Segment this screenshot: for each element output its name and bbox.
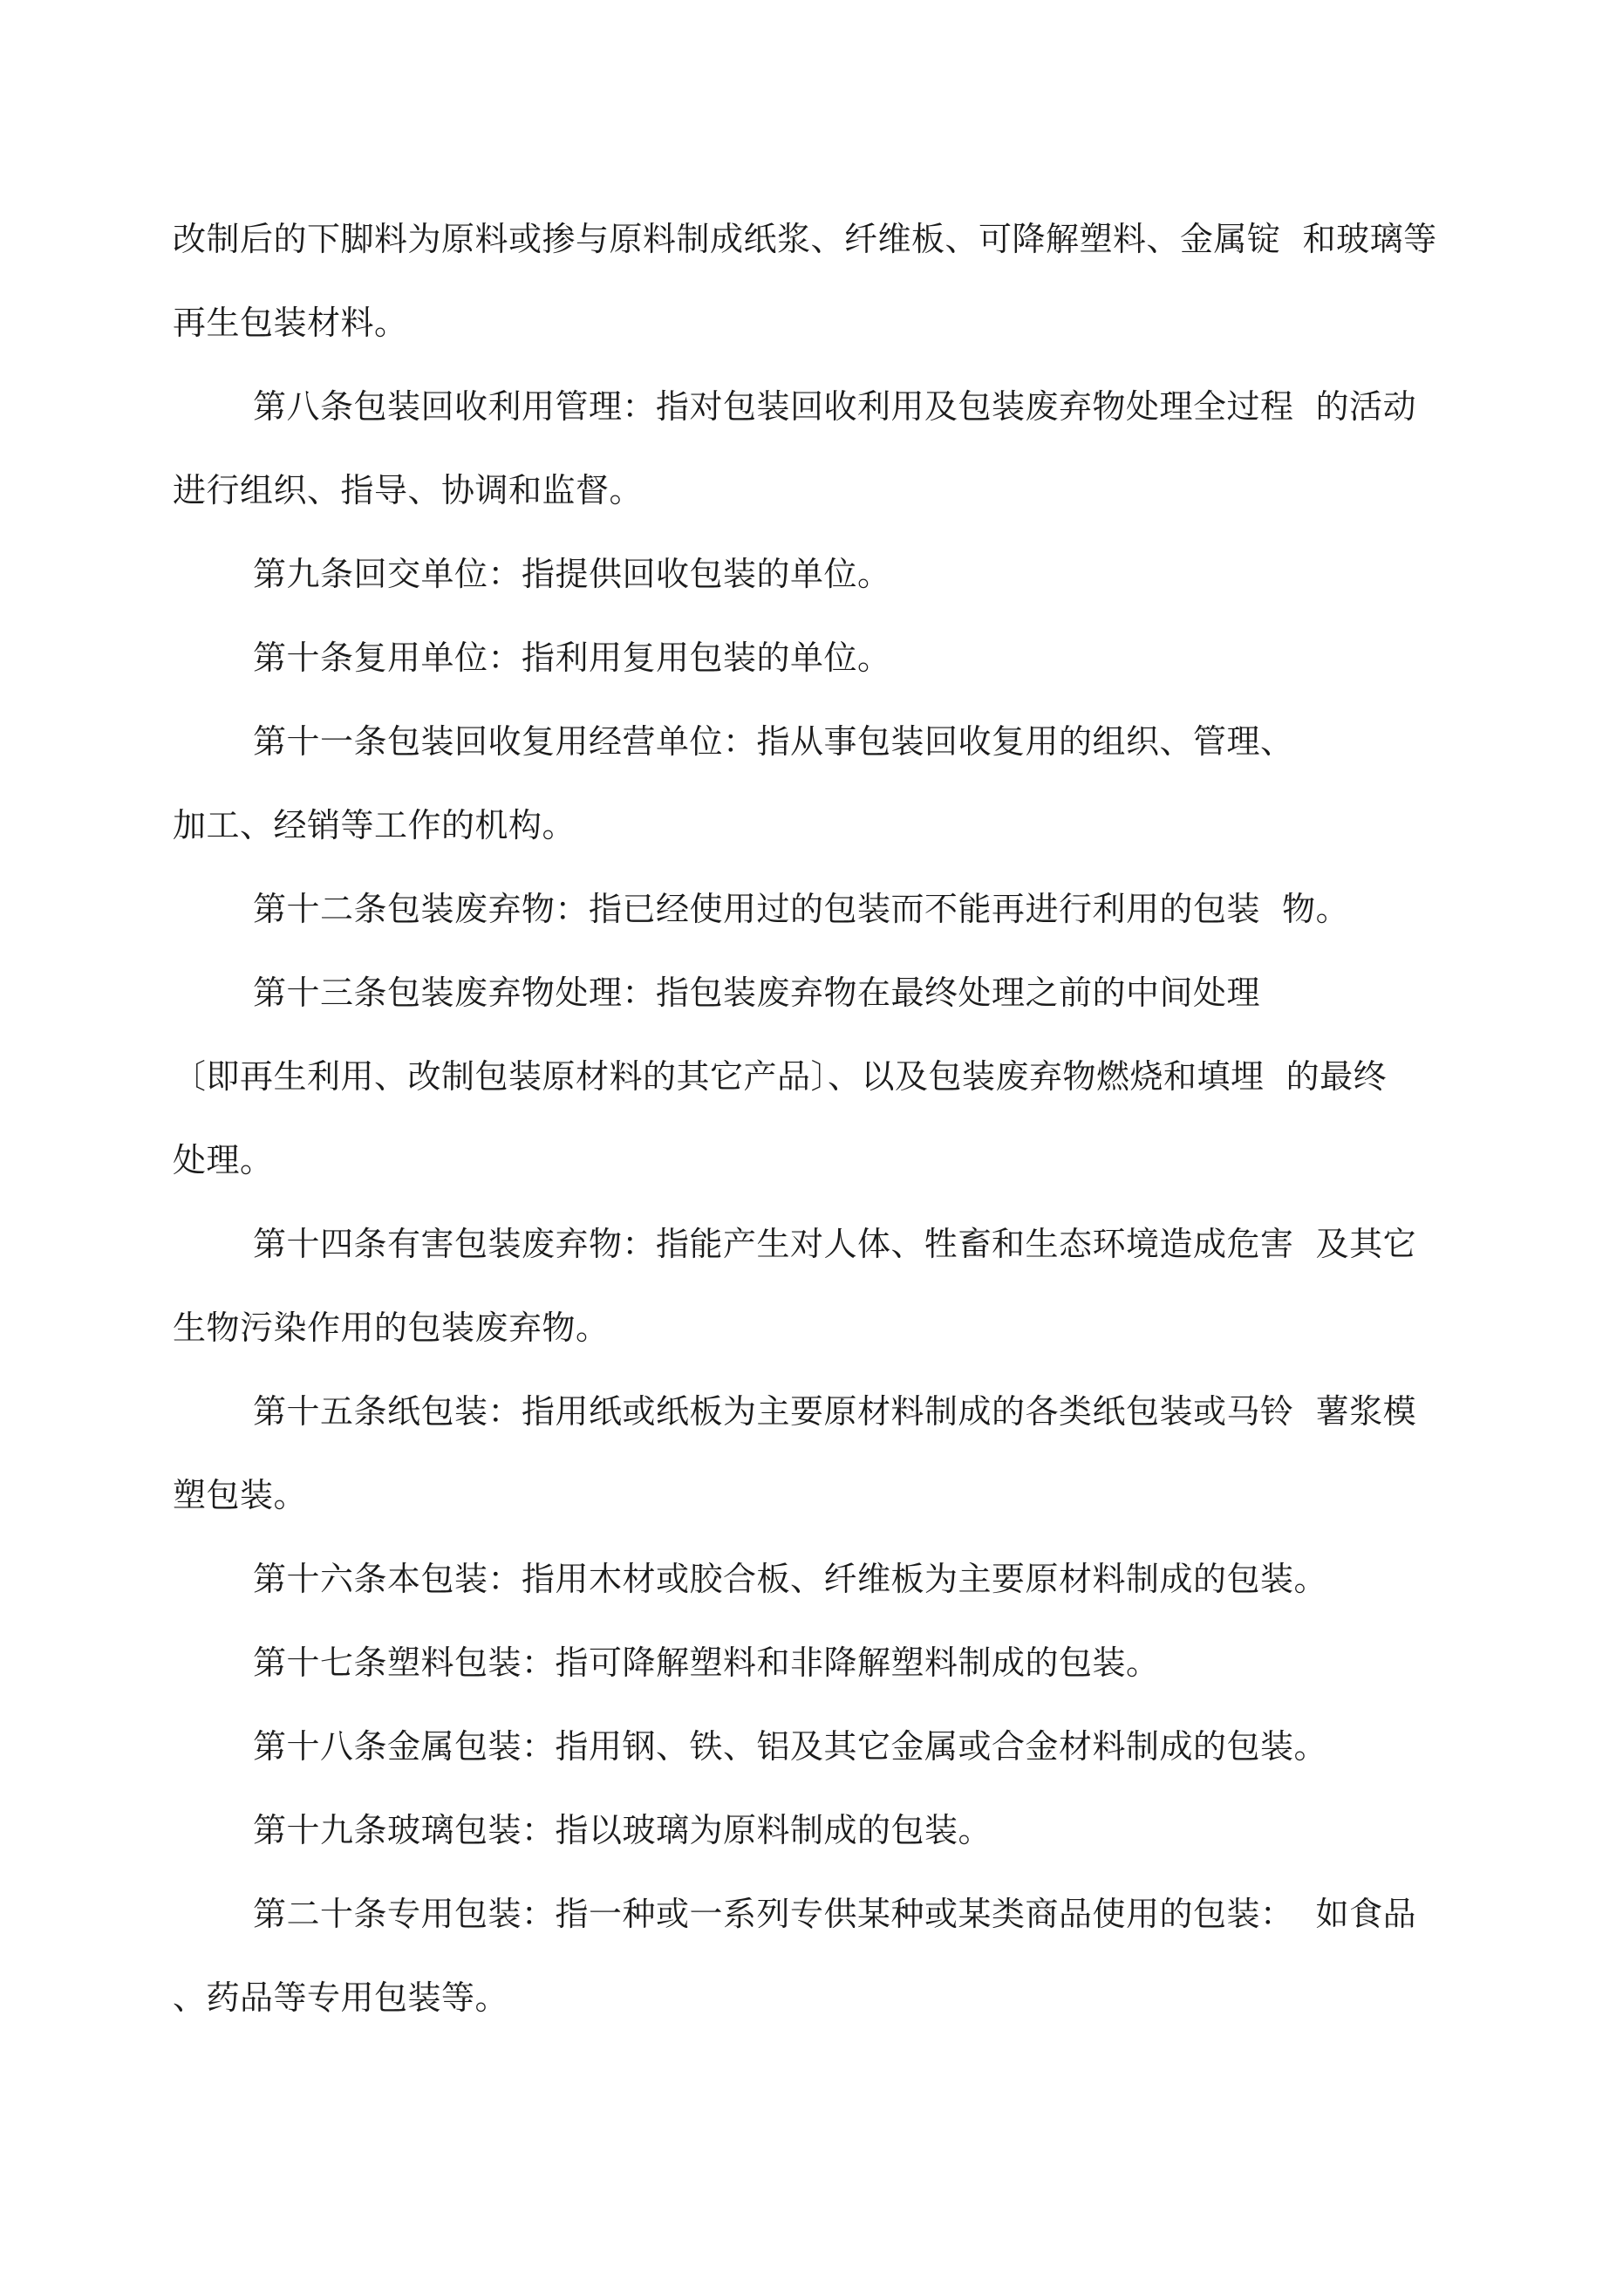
text-line: 生物污染作用的包装废弃物。 <box>173 1309 610 1347</box>
text-line: 再生包装材料。 <box>173 304 408 342</box>
text-line: 第十二条包装废弃物：指已经使用过的包装而不能再进行利用的包装 物。 <box>253 890 1350 928</box>
text-line: 〔即再生利用、改制包装原材料的其它产品〕、以及包装废弃物燃烧和填埋 的最终 <box>173 1057 1388 1096</box>
text-line: 第十四条有害包装废弃物：指能产生对人体、牲畜和生态环境造成危害 及其它 <box>253 1225 1417 1263</box>
text-line: 第十五条纸包装：指用纸或纸板为主要原材料制成的各类纸包装或马铃 薯浆模 <box>253 1392 1417 1431</box>
text-line: 处理。 <box>173 1141 274 1179</box>
text-line: 第二十条专用包装：指一种或一系列专供某种或某类商品使用的包装： 如食品 <box>253 1895 1417 1933</box>
text-line: 第十一条包装回收复用经营单位：指从事包装回收复用的组织、管理、 <box>253 722 1294 761</box>
text-line: 第八条包装回收利用管理：指对包装回收利用及包装废弃物处理全过程 的活动 <box>253 387 1417 426</box>
text-line: 、药品等专用包装等。 <box>173 1978 509 2017</box>
text-line: 第十三条包装废弃物处理：指包装废弃物在最终处理之前的中间处理 <box>253 974 1261 1012</box>
text-line: 第九条回交单位：指提供回收包装的单位。 <box>253 555 891 593</box>
text-line: 第十条复用单位：指利用复用包装的单位。 <box>253 639 891 677</box>
text-line: 第十七条塑料包装：指可降解塑料和非降解塑料制成的包装。 <box>253 1643 1160 1682</box>
text-line: 第十九条玻璃包装：指以玻璃为原料制成的包装。 <box>253 1811 992 1849</box>
text-line: 改制后的下脚料为原料或掺与原料制成纸浆、纤维板、可降解塑料、金属锭 和玻璃等 <box>173 220 1437 258</box>
text-line: 第十八条金属包装：指用钢、铁、铝及其它金属或合金材料制成的包装。 <box>253 1727 1328 1766</box>
text-line: 加工、经销等工作的机构。 <box>173 806 576 844</box>
text-line: 塑包装。 <box>173 1476 308 1514</box>
text-line: 进行组织、指导、协调和监督。 <box>173 471 644 509</box>
text-line: 第十六条本包装：指用木材或胶合板、纤维板为主要原材料制成的包装。 <box>253 1560 1328 1598</box>
